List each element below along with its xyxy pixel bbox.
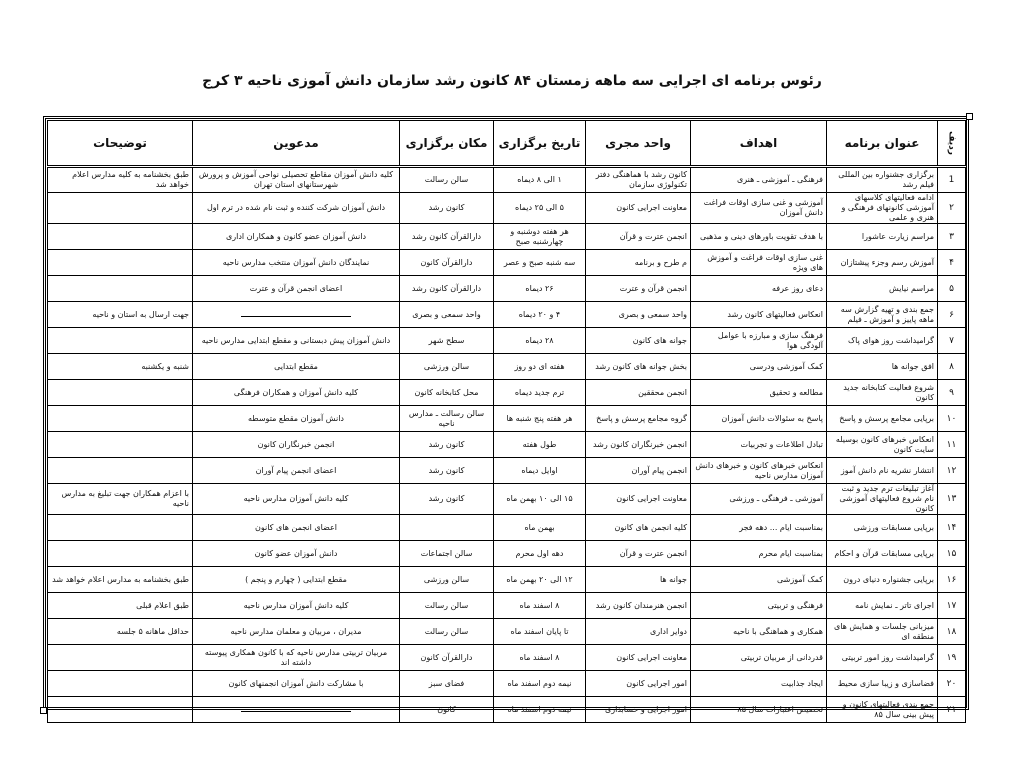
cell-date: ۸ اسفند ماه — [494, 593, 586, 619]
table-row — [48, 276, 966, 302]
cell-title: ادامه فعالیتهای کلاسهای آموزشی کانونهای فرهنگی و هنری و علمی — [827, 193, 938, 224]
cell-invitees: نمایندگان دانش آموزان منتخب مدارس ناحیه — [193, 250, 400, 276]
header-row — [48, 121, 966, 167]
cell-invitees: دانش آموزان مقطع متوسطه — [193, 406, 400, 432]
table-row — [48, 328, 966, 354]
cell-title: جمع بندی فعالیتهای کانون و پیش بینی سال ۸۵ — [827, 697, 938, 723]
cell-place: سالن ورزشی — [400, 354, 494, 380]
cell-place: دارالقرآن کانون رشد — [400, 224, 494, 250]
table-row — [48, 167, 966, 193]
cell-unit: کلیه انجمن های کانون — [586, 515, 691, 541]
table-row — [48, 645, 966, 671]
cell-date: ۸ اسفند ماه — [494, 645, 586, 671]
cell-invitees: کلیه دانش آموزان مدارس ناحیه — [193, 484, 400, 515]
cell-title: برپایی مجامع پرسش و پاسخ — [827, 406, 938, 432]
cell-place: کانون رشد — [400, 484, 494, 515]
cell-title: مراسم زیارت عاشورا — [827, 224, 938, 250]
cell-invitees: با مشارکت دانش آموزان انجمنهای کانون — [193, 671, 400, 697]
header-date: تاریخ برگزاری — [494, 121, 586, 167]
cell-invitees: دانش آموزان پیش دبستانی و مقطع ابتدایی مدارس ناحیه — [193, 328, 400, 354]
cell-invitees: مقطع ابتدایی — [193, 354, 400, 380]
cell-goals: بمناسبت ایام ... دهه فجر — [691, 515, 827, 541]
cell-goals: پاسخ به سئوالات دانش آموزان — [691, 406, 827, 432]
cell-unit: معاونت اجرایی کانون — [586, 645, 691, 671]
cell-num: ۱۰ — [938, 406, 966, 432]
cell-date: هفته ای دو روز — [494, 354, 586, 380]
cell-place: کانون رشد — [400, 432, 494, 458]
table-row — [48, 593, 966, 619]
cell-title: میزبانی جلسات و همایش های منطقه ای — [827, 619, 938, 645]
cell-goals: مطالعه و تحقیق — [691, 380, 827, 406]
cell-goals: همکاری و هماهنگی با ناحیه — [691, 619, 827, 645]
cell-goals: تخصیص اعتبارات سال ۸۵ — [691, 697, 827, 723]
cell-date: هر هفته پنج شنبه ها — [494, 406, 586, 432]
cell-place: کانون — [400, 697, 494, 723]
cell-invitees — [193, 697, 400, 723]
table-row — [48, 380, 966, 406]
cell-invitees: کلیه دانش آموزان مدارس ناحیه — [193, 593, 400, 619]
cell-goals: فرهنگی و تربیتی — [691, 593, 827, 619]
cell-date: ۱۲ الی ۲۰ بهمن ماه — [494, 567, 586, 593]
cell-notes — [48, 432, 193, 458]
cell-date: بهمن ماه — [494, 515, 586, 541]
cell-unit: انجمن پیام آوران — [586, 458, 691, 484]
cell-place: فضای سبز — [400, 671, 494, 697]
cell-num: ۱۳ — [938, 484, 966, 515]
cell-title: آغاز تبلیغات ترم جدید و ثبت نام شروع فعالیتهای آموزشی کانون — [827, 484, 938, 515]
table-body — [48, 167, 966, 723]
cell-date: اوایل دیماه — [494, 458, 586, 484]
cell-unit: امور اجرایی کانون — [586, 671, 691, 697]
cell-num: ۱۴ — [938, 515, 966, 541]
cell-num: ۵ — [938, 276, 966, 302]
program-table — [47, 120, 966, 723]
cell-num: ۹ — [938, 380, 966, 406]
cell-title: برپایی مسابقات ورزشی — [827, 515, 938, 541]
cell-num: 1 — [938, 167, 966, 193]
cell-place: سالن رسالت ـ مدارس ناحیه — [400, 406, 494, 432]
table-frame — [43, 116, 969, 719]
cell-num: ۱۵ — [938, 541, 966, 567]
cell-invitees: انجمن خبرنگاران کانون — [193, 432, 400, 458]
cell-notes — [48, 224, 193, 250]
cell-num: ۲۰ — [938, 671, 966, 697]
cell-notes — [48, 515, 193, 541]
cell-date: ۴ و ۲۰ دیماه — [494, 302, 586, 328]
cell-invitees: مربیان تربیتی مدارس ناحیه که با کانون همکاری پیوسته داشته اند — [193, 645, 400, 671]
cell-place: دارالقرآن کانون — [400, 250, 494, 276]
cell-invitees — [193, 302, 400, 328]
cell-title: مراسم نیایش — [827, 276, 938, 302]
cell-num: ۶ — [938, 302, 966, 328]
cell-goals: کمک آموزشی ودرسی — [691, 354, 827, 380]
table-row — [48, 224, 966, 250]
cell-num: ۱۸ — [938, 619, 966, 645]
table-row — [48, 484, 966, 515]
cell-goals: دعای روز عرفه — [691, 276, 827, 302]
cell-unit: جوانه ها — [586, 567, 691, 593]
cell-title: برپایی مسابقات قرآن و احکام — [827, 541, 938, 567]
table-row — [48, 697, 966, 723]
blank-line — [241, 315, 351, 317]
cell-invitees: مقطع ابتدایی ( چهارم و پنجم ) — [193, 567, 400, 593]
cell-date: هر هفته دوشنبه و چهارشنبه صبح — [494, 224, 586, 250]
cell-notes — [48, 458, 193, 484]
cell-notes: طبق بخشنامه به کلیه مدارس اعلام خواهد شد — [48, 167, 193, 193]
cell-goals: کمک آموزشی — [691, 567, 827, 593]
cell-notes — [48, 406, 193, 432]
cell-invitees: دانش آموزان عضو کانون — [193, 541, 400, 567]
cell-num: ۲ — [938, 193, 966, 224]
cell-num: ۱۶ — [938, 567, 966, 593]
table-row — [48, 354, 966, 380]
header-notes: توضیحات — [48, 121, 193, 167]
cell-goals: با هدف تقویت باورهای دینی و مذهبی — [691, 224, 827, 250]
header-title: عنوان برنامه — [827, 121, 938, 167]
table-row — [48, 515, 966, 541]
cell-goals: فرهنگ سازی و مبارزه با عوامل آلودگی هوا — [691, 328, 827, 354]
cell-unit: معاونت اجرایی کانون — [586, 484, 691, 515]
cell-place: سطح شهر — [400, 328, 494, 354]
cell-num: ۱۲ — [938, 458, 966, 484]
cell-place — [400, 515, 494, 541]
cell-goals: ایجاد جذابیت — [691, 671, 827, 697]
cell-notes — [48, 645, 193, 671]
table-row — [48, 432, 966, 458]
cell-place: سالن ورزشی — [400, 567, 494, 593]
cell-date: ۱ الی ۸ دیماه — [494, 167, 586, 193]
cell-goals: انعکاس خبرهای کانون و خبرهای دانش آموزان مدارس ناحیه — [691, 458, 827, 484]
cell-invitees: کلیه دانش آموزان مقاطع تحصیلی نواحی آموزش و پرورش شهرستانهای استان تهران — [193, 167, 400, 193]
cell-unit: انجمن قرآن و عترت — [586, 276, 691, 302]
cell-place: کانون رشد — [400, 458, 494, 484]
cell-notes — [48, 380, 193, 406]
cell-num: ۷ — [938, 328, 966, 354]
cell-invitees: دانش آموزان شرکت کننده و ثبت نام شده در ترم اول — [193, 193, 400, 224]
selection-handle-bottom[interactable] — [40, 707, 47, 714]
cell-date: نیمه دوم اسفند ماه — [494, 671, 586, 697]
cell-place: سالن رسالت — [400, 593, 494, 619]
cell-title: برپایی جشنواره دنیای درون — [827, 567, 938, 593]
cell-notes: جهت ارسال به استان و ناحیه — [48, 302, 193, 328]
cell-notes — [48, 697, 193, 723]
cell-date: دهه اول محرم — [494, 541, 586, 567]
cell-num: ۸ — [938, 354, 966, 380]
page-title: رئوس برنامه ای اجرایی سه ماهه زمستان ۸۴ کانون رشد سازمان دانش آموزی ناحیه ۳ کرج — [202, 73, 822, 89]
cell-place: سالن اجتماعات — [400, 541, 494, 567]
cell-num: ۱۱ — [938, 432, 966, 458]
cell-date: ۵ الی ۲۵ دیماه — [494, 193, 586, 224]
cell-title: اجرای تاتر ـ نمایش نامه — [827, 593, 938, 619]
cell-title: فضاسازی و زیبا سازی محیط — [827, 671, 938, 697]
table-row — [48, 458, 966, 484]
cell-title: افق جوانه ها — [827, 354, 938, 380]
selection-handle-top[interactable] — [966, 113, 973, 120]
cell-unit: جوانه های کانون — [586, 328, 691, 354]
cell-title: انتشار نشریه نام دانش آموز — [827, 458, 938, 484]
cell-notes: شنبه و یکشنبه — [48, 354, 193, 380]
cell-goals: انعکاس فعالیتهای کانون رشد — [691, 302, 827, 328]
cell-notes: با اعزام همکاران جهت تبلیغ به مدارس ناحیه — [48, 484, 193, 515]
header-unit: واحد مجری — [586, 121, 691, 167]
cell-goals: بمناسبت ایام محرم — [691, 541, 827, 567]
cell-goals: آموزشی و غنی سازی اوقات فراغت دانش آموزان — [691, 193, 827, 224]
cell-title: جمع بندی و تهیه گزارش سه ماهه پاییز و آموزش ـ فیلم — [827, 302, 938, 328]
cell-unit: امور اجرایی و حسابداری — [586, 697, 691, 723]
cell-num: ۳ — [938, 224, 966, 250]
cell-num: ۱۹ — [938, 645, 966, 671]
cell-unit: کانون رشد با هماهنگی دفتر تکنولوژی سازمان — [586, 167, 691, 193]
cell-notes — [48, 276, 193, 302]
cell-date: سه شنبه صبح و عصر — [494, 250, 586, 276]
cell-goals: آموزشی ـ فرهنگی ـ ورزشی — [691, 484, 827, 515]
cell-notes — [48, 541, 193, 567]
cell-title: گرامیداشت روز امور تربیتی — [827, 645, 938, 671]
cell-notes — [48, 193, 193, 224]
cell-notes — [48, 671, 193, 697]
cell-title: برگزاری جشنواره بین المللی فیلم رشد — [827, 167, 938, 193]
cell-goals: غنی سازی اوقات فراغت و آموزش های ویژه — [691, 250, 827, 276]
cell-date: ترم جدید دیماه — [494, 380, 586, 406]
cell-title: آموزش رسم وجزء پیشتازان — [827, 250, 938, 276]
table-row — [48, 619, 966, 645]
cell-notes — [48, 328, 193, 354]
table-row — [48, 406, 966, 432]
cell-unit: بخش جوانه های کانون رشد — [586, 354, 691, 380]
cell-place: سالن رسالت — [400, 619, 494, 645]
cell-place: سالن رسالت — [400, 167, 494, 193]
cell-invitees: اعضای انجمن های کانون — [193, 515, 400, 541]
cell-unit: دوایر اداری — [586, 619, 691, 645]
cell-title: گرامیداشت روز هوای پاک — [827, 328, 938, 354]
cell-notes: طبق بخشنامه به مدارس اعلام خواهد شد — [48, 567, 193, 593]
cell-invitees: مدیران ، مربیان و معلمان مدارس ناحیه — [193, 619, 400, 645]
table-row — [48, 541, 966, 567]
cell-place: واحد سمعی و بصری — [400, 302, 494, 328]
cell-unit: انجمن خبرنگاران کانون رشد — [586, 432, 691, 458]
cell-place: دارالقرآن کانون — [400, 645, 494, 671]
cell-notes — [48, 250, 193, 276]
table-row — [48, 302, 966, 328]
cell-date: ۲۶ دیماه — [494, 276, 586, 302]
cell-date: نیمه دوم اسفند ماه — [494, 697, 586, 723]
cell-goals: فرهنگی ـ آموزشی ـ هنری — [691, 167, 827, 193]
cell-num: ۲۱ — [938, 697, 966, 723]
cell-unit: انجمن محققین — [586, 380, 691, 406]
cell-date: تا پایان اسفند ماه — [494, 619, 586, 645]
cell-unit: واحد سمعی و بصری — [586, 302, 691, 328]
cell-date: طول هفته — [494, 432, 586, 458]
cell-num: ۱۷ — [938, 593, 966, 619]
cell-title: شروع فعالیت کتابخانه جدید کانون — [827, 380, 938, 406]
cell-date: ۲۸ دیماه — [494, 328, 586, 354]
cell-notes: طبق اعلام قبلی — [48, 593, 193, 619]
table-row — [48, 193, 966, 224]
cell-unit: انجمن هنرمندان کانون رشد — [586, 593, 691, 619]
header-goals: اهداف — [691, 121, 827, 167]
cell-place: دارالقرآن کانون رشد — [400, 276, 494, 302]
cell-goals: قدردانی از مربیان تربیتی — [691, 645, 827, 671]
cell-unit: گروه مجامع پرسش و پاسخ — [586, 406, 691, 432]
cell-num: ۴ — [938, 250, 966, 276]
cell-invitees: اعضای انجمن قرآن و عترت — [193, 276, 400, 302]
cell-unit: انجمن عترت و قرآن — [586, 224, 691, 250]
header-invitees: مدعوین — [193, 121, 400, 167]
table-row — [48, 250, 966, 276]
header-num: ردیف — [938, 121, 966, 167]
header-place: مکان برگزاری — [400, 121, 494, 167]
table-row — [48, 567, 966, 593]
cell-date: ۱۵ الی ۱۰ بهمن ماه — [494, 484, 586, 515]
blank-line — [241, 710, 351, 712]
cell-notes: حداقل ماهانه ۵ جلسه — [48, 619, 193, 645]
table-row — [48, 671, 966, 697]
cell-invitees: کلیه دانش آموزان و همکاران فرهنگی — [193, 380, 400, 406]
cell-place: کانون رشد — [400, 193, 494, 224]
cell-unit: معاونت اجرایی کانون — [586, 193, 691, 224]
cell-unit: م طرح و برنامه — [586, 250, 691, 276]
cell-unit: انجمن عترت و قرآن — [586, 541, 691, 567]
cell-invitees: اعضای انجمن پیام آوران — [193, 458, 400, 484]
cell-title: انعکاس خبرهای کانون بوسیله سایت کانون — [827, 432, 938, 458]
cell-invitees: دانش آموزان عضو کانون و همکاران اداری — [193, 224, 400, 250]
cell-goals: تبادل اطلاعات و تجربیات — [691, 432, 827, 458]
cell-place: محل کتابخانه کانون — [400, 380, 494, 406]
